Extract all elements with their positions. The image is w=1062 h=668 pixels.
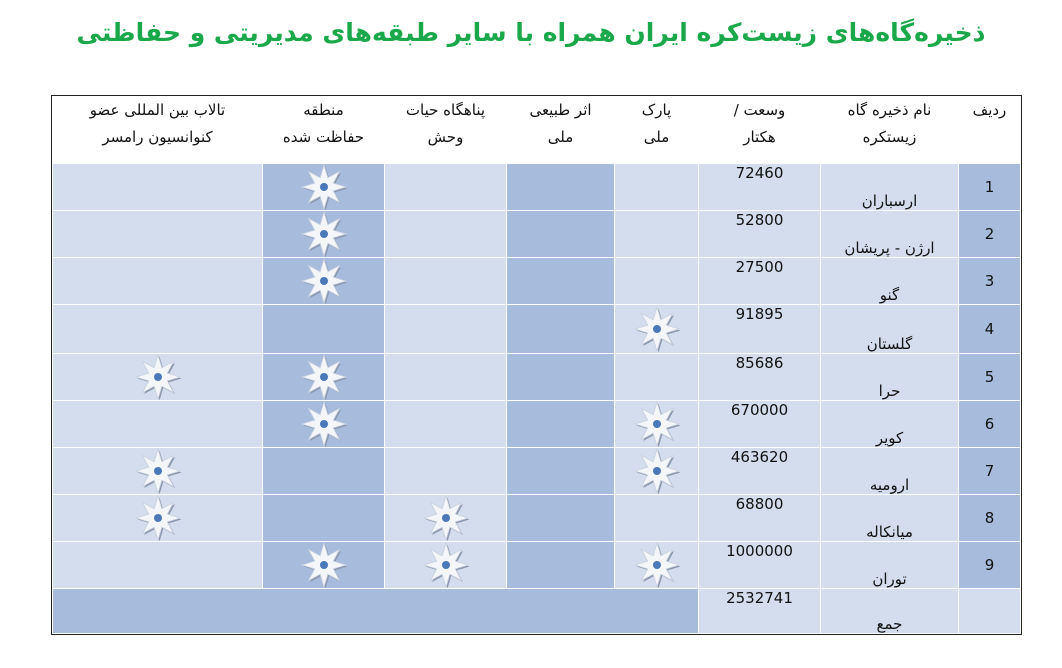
total-empty-span	[53, 589, 699, 634]
national-park-cell	[615, 164, 699, 211]
natural-monument-cell	[507, 448, 615, 495]
row-number: 5	[959, 354, 1021, 401]
star-marker-icon	[299, 258, 349, 304]
natural-monument-cell	[507, 354, 615, 401]
table-row	[53, 401, 1021, 448]
star-marker-icon	[632, 448, 682, 494]
natural-monument-cell	[507, 401, 615, 448]
natural-monument-cell	[507, 164, 615, 211]
ramsar-wetland-cell	[53, 448, 263, 495]
ramsar-wetland-cell	[53, 211, 263, 258]
table-row	[53, 305, 1021, 354]
national-park-cell	[615, 401, 699, 448]
natural-monument-cell	[507, 258, 615, 305]
row-number: 4	[959, 305, 1021, 354]
wildlife-refuge-cell	[385, 164, 507, 211]
reserve-area: 68800	[699, 495, 821, 542]
row-number: 7	[959, 448, 1021, 495]
star-marker-icon	[133, 448, 183, 494]
table-row	[53, 495, 1021, 542]
header-row	[53, 97, 1021, 164]
table-row	[53, 164, 1021, 211]
header-natural-monument: اثر طبیعی ملی	[507, 97, 615, 164]
protected-area-cell	[263, 542, 385, 589]
table-row	[53, 542, 1021, 589]
row-number: 2	[959, 211, 1021, 258]
star-marker-icon	[421, 542, 471, 588]
row-number: 6	[959, 401, 1021, 448]
reserve-name: ارسباران	[821, 164, 959, 211]
wildlife-refuge-cell	[385, 401, 507, 448]
reserve-area: 463620	[699, 448, 821, 495]
star-marker-icon	[299, 211, 349, 257]
biosphere-table	[52, 96, 1021, 634]
header-national-park: پارک ملی	[615, 97, 699, 164]
table-row	[53, 354, 1021, 401]
star-marker-icon	[299, 401, 349, 447]
reserve-name: کویر	[821, 401, 959, 448]
header-protected-area: منطقه حفاظت شده	[263, 97, 385, 164]
table-row	[53, 258, 1021, 305]
header-radif: ردیف	[959, 97, 1021, 164]
reserve-area: 91895	[699, 305, 821, 354]
reserve-area: 27500	[699, 258, 821, 305]
total-blank-cell	[959, 589, 1021, 634]
row-number: 3	[959, 258, 1021, 305]
reserve-name: گلستان	[821, 305, 959, 354]
national-park-cell	[615, 354, 699, 401]
reserve-area: 670000	[699, 401, 821, 448]
natural-monument-cell	[507, 495, 615, 542]
natural-monument-cell	[507, 211, 615, 258]
row-number: 8	[959, 495, 1021, 542]
header-name: نام ذخیره گاه زیستکره	[821, 97, 959, 164]
ramsar-wetland-cell	[53, 354, 263, 401]
wildlife-refuge-cell	[385, 305, 507, 354]
reserve-name: ارومیه	[821, 448, 959, 495]
protected-area-cell	[263, 305, 385, 354]
wildlife-refuge-cell	[385, 258, 507, 305]
table-row	[53, 211, 1021, 258]
total-area: 2532741	[699, 589, 821, 634]
protected-area-cell	[263, 258, 385, 305]
national-park-cell	[615, 542, 699, 589]
reserve-name: میانکاله	[821, 495, 959, 542]
reserve-name: گنو	[821, 258, 959, 305]
national-park-cell	[615, 305, 699, 354]
row-number: 1	[959, 164, 1021, 211]
star-marker-icon	[299, 164, 349, 210]
star-marker-icon	[133, 495, 183, 541]
protected-area-cell	[263, 401, 385, 448]
national-park-cell	[615, 211, 699, 258]
reserve-name: ارژن - پریشان	[821, 211, 959, 258]
national-park-cell	[615, 448, 699, 495]
total-row	[53, 589, 1021, 634]
wildlife-refuge-cell	[385, 495, 507, 542]
header-area: وسعت / هکتار	[699, 97, 821, 164]
star-marker-icon	[632, 542, 682, 588]
star-marker-icon	[299, 354, 349, 400]
total-label: جمع	[821, 589, 959, 634]
ramsar-wetland-cell	[53, 164, 263, 211]
protected-area-cell	[263, 164, 385, 211]
protected-area-cell	[263, 354, 385, 401]
protected-area-cell	[263, 211, 385, 258]
wildlife-refuge-cell	[385, 354, 507, 401]
star-marker-icon	[133, 354, 183, 400]
header-ramsar-wetland: تالاب بین المللی عضو کنوانسیون رامسر	[53, 97, 263, 164]
reserve-area: 85686	[699, 354, 821, 401]
star-marker-icon	[421, 495, 471, 541]
row-number: 9	[959, 542, 1021, 589]
ramsar-wetland-cell	[53, 258, 263, 305]
reserve-area: 1000000	[699, 542, 821, 589]
protected-area-cell	[263, 448, 385, 495]
reserve-name: توران	[821, 542, 959, 589]
protected-area-cell	[263, 495, 385, 542]
ramsar-wetland-cell	[53, 495, 263, 542]
wildlife-refuge-cell	[385, 448, 507, 495]
star-marker-icon	[632, 401, 682, 447]
wildlife-refuge-cell	[385, 211, 507, 258]
natural-monument-cell	[507, 305, 615, 354]
national-park-cell	[615, 258, 699, 305]
wildlife-refuge-cell	[385, 542, 507, 589]
star-marker-icon	[632, 306, 682, 352]
page-title: ذخیره‌گاه‌های زیست‌کره ایران همراه با سایر طبقه‌های مدیریتی و حفاظتی	[76, 18, 986, 47]
ramsar-wetland-cell	[53, 401, 263, 448]
header-wildlife-refuge: پناهگاه حیات وحش	[385, 97, 507, 164]
table-row	[53, 448, 1021, 495]
star-marker-icon	[299, 542, 349, 588]
reserve-area: 52800	[699, 211, 821, 258]
reserve-name: حرا	[821, 354, 959, 401]
ramsar-wetland-cell	[53, 305, 263, 354]
natural-monument-cell	[507, 542, 615, 589]
national-park-cell	[615, 495, 699, 542]
ramsar-wetland-cell	[53, 542, 263, 589]
reserve-area: 72460	[699, 164, 821, 211]
